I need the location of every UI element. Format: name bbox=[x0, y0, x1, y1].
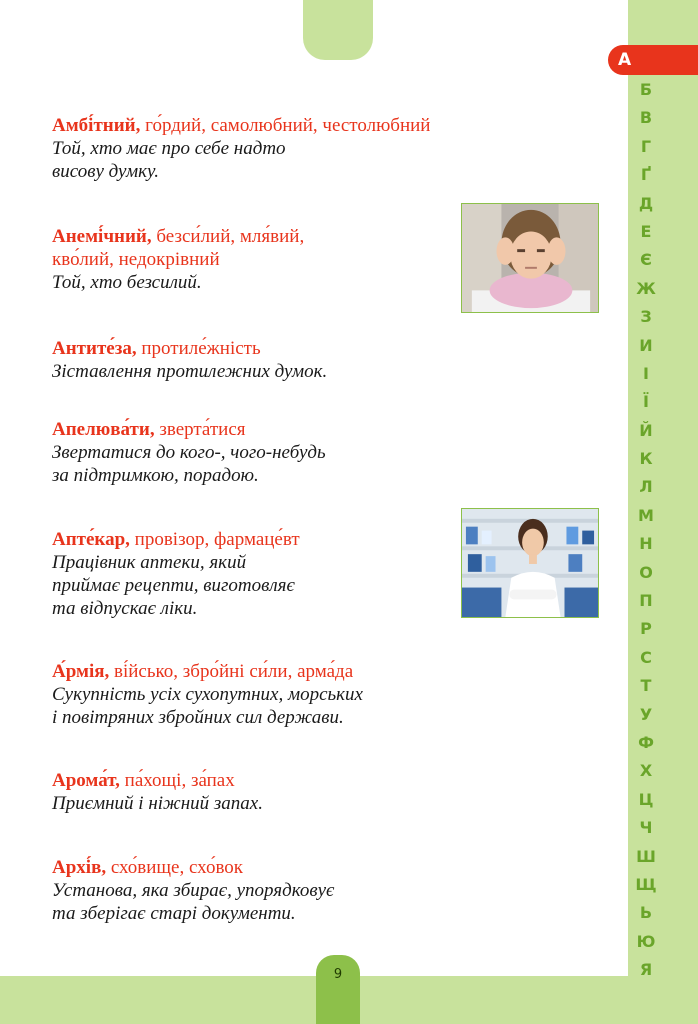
entry-headline bbox=[52, 769, 612, 792]
definition-line: Той, хто має про себе надто bbox=[52, 138, 286, 159]
definition-line: за підтримкою, порадою. bbox=[52, 465, 259, 486]
alphabet-letter[interactable]: Д bbox=[638, 193, 654, 213]
synonyms: схо́вище, схо́вок bbox=[110, 857, 244, 878]
alphabet-letter[interactable]: С bbox=[640, 647, 652, 667]
alphabet-letter[interactable]: М bbox=[638, 505, 654, 525]
dictionary-entry bbox=[52, 856, 612, 925]
alphabet-letter[interactable]: Б bbox=[639, 80, 653, 99]
synonyms: зверта́тися bbox=[159, 419, 246, 440]
dictionary-entry bbox=[52, 418, 612, 487]
alphabet-letter[interactable]: Ф bbox=[638, 732, 654, 752]
definition-line: Той, хто безсилий. bbox=[52, 272, 202, 293]
definition-line: Зіставлення протилежних думок. bbox=[52, 361, 328, 382]
synonyms: кво́лий, недокрівний bbox=[52, 249, 220, 270]
entry-headline bbox=[52, 660, 612, 683]
alphabet-letter[interactable]: Ю bbox=[636, 931, 656, 951]
alphabet-letter[interactable]: Ї bbox=[643, 392, 649, 412]
alphabet-letter[interactable]: Е bbox=[640, 221, 652, 241]
head-word: Анемі́чний, bbox=[52, 226, 152, 247]
definition-line: та зберігає старі документи. bbox=[52, 903, 296, 924]
entry-headline bbox=[52, 337, 612, 360]
alphabet-letter[interactable]: І bbox=[643, 363, 649, 383]
definition-line: Працівник аптеки, який bbox=[52, 552, 247, 573]
alphabet-letter[interactable]: Я bbox=[639, 960, 653, 980]
dictionary-entry bbox=[52, 337, 612, 383]
definition-line: і повітряних збройних сил держави. bbox=[52, 707, 344, 728]
synonyms: го́рдий, самолюбний, честолюбний bbox=[145, 115, 431, 136]
alphabet-letter[interactable]: Н bbox=[639, 534, 653, 554]
page-number: 9 bbox=[333, 967, 343, 982]
synonyms: па́хощі, за́пах bbox=[124, 770, 235, 791]
alphabet-letter[interactable]: Ь bbox=[639, 903, 653, 923]
definition-line: Сукупність усіх сухопутних, морських bbox=[52, 684, 363, 705]
dictionary-entry bbox=[52, 660, 612, 729]
alphabet-letter[interactable]: Ґ bbox=[640, 165, 652, 185]
alphabet-letter[interactable]: Ш bbox=[636, 846, 656, 866]
definition-line: та відпускає ліки. bbox=[52, 598, 198, 619]
alphabet-letter[interactable]: Є bbox=[640, 250, 652, 270]
photo-pharmacist-image bbox=[462, 509, 598, 617]
alphabet-letter[interactable]: О bbox=[639, 562, 653, 582]
photo-tired-child-image bbox=[462, 204, 598, 312]
alphabet-letter[interactable]: Л bbox=[639, 477, 653, 497]
alphabet-letter[interactable]: П bbox=[639, 591, 653, 611]
head-word: Арома́т, bbox=[52, 770, 120, 791]
photo-tired-child bbox=[461, 203, 599, 313]
head-word: Архі́в, bbox=[52, 857, 107, 878]
alphabet-letter[interactable]: Й bbox=[639, 420, 653, 440]
definition-line: Установа, яка збирає, упорядковує bbox=[52, 880, 335, 901]
alphabet-letter[interactable]: Р bbox=[640, 619, 652, 639]
synonyms: безси́лий, мля́вий, bbox=[156, 226, 305, 247]
alphabet-letter[interactable]: Щ bbox=[635, 874, 657, 894]
alphabet-letter[interactable]: И bbox=[639, 335, 653, 355]
head-word: А́рмія, bbox=[52, 661, 110, 682]
alphabet-letter[interactable]: В bbox=[639, 108, 653, 128]
head-word: Апте́кар, bbox=[52, 529, 130, 550]
entry-headline bbox=[52, 114, 612, 137]
alphabet-letter[interactable]: Г bbox=[640, 136, 652, 156]
alphabet-index bbox=[628, 76, 664, 985]
top-decorative-tab bbox=[303, 0, 373, 60]
alphabet-letter[interactable]: К bbox=[639, 449, 653, 469]
definition-line: приймає рецепти, виготовляє bbox=[52, 575, 295, 596]
page-number-tab bbox=[316, 955, 360, 1024]
synonyms: провізор, фармаце́вт bbox=[134, 529, 300, 550]
head-word: Апелюва́ти, bbox=[52, 419, 155, 440]
alphabet-letter[interactable]: Т bbox=[640, 676, 652, 696]
alphabet-letter[interactable]: Ж bbox=[636, 278, 656, 298]
synonyms: протиле́жність bbox=[141, 338, 261, 359]
alphabet-letter[interactable]: З bbox=[640, 307, 652, 327]
head-word: Амбі́тний, bbox=[52, 115, 141, 136]
definition-line: Звертатися до кого-, чого-небудь bbox=[52, 442, 326, 463]
alphabet-letter[interactable]: Ц bbox=[638, 789, 654, 809]
synonyms: ві́йсько, збро́йні си́ли, арма́да bbox=[114, 661, 354, 682]
photo-pharmacist bbox=[461, 508, 599, 618]
alphabet-letter[interactable]: У bbox=[639, 704, 653, 724]
definition-line: Приємний і ніжний запах. bbox=[52, 793, 263, 814]
dictionary-entry bbox=[52, 769, 612, 815]
definition-line: висову думку. bbox=[52, 161, 159, 182]
alphabet-letter[interactable]: Ч bbox=[639, 818, 653, 838]
alphabet-letter[interactable]: Х bbox=[639, 761, 653, 781]
head-word: Антите́за, bbox=[52, 338, 137, 359]
active-letter-tab[interactable]: А bbox=[608, 45, 698, 75]
entry-headline bbox=[52, 856, 612, 879]
dictionary-entry bbox=[52, 114, 612, 183]
entry-headline bbox=[52, 418, 612, 441]
